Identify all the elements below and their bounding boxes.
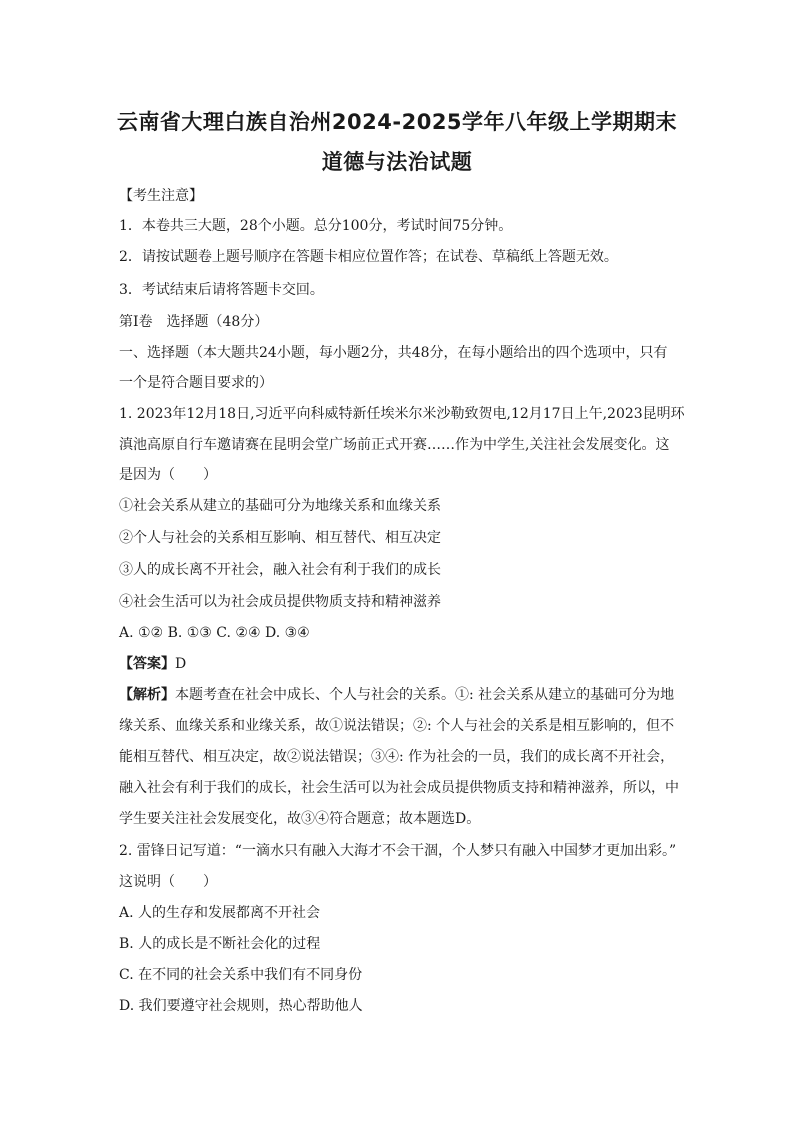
- exam-title-line1: 云南省大理白族自治州2024-2025学年八年级上学期期末: [116, 110, 678, 134]
- section-heading: 第Ⅰ卷 选择题（48分）: [119, 314, 269, 330]
- analysis-label: 【解析】: [119, 687, 175, 703]
- q1-statement-4: ④社会生活可以为社会成员提供物质支持和精神滋养: [119, 594, 441, 610]
- q1-analysis-line2: 缘关系、血缘关系和业缘关系，故①说法错误；②: 个人与社会的关系是相互影响的，但不: [119, 718, 675, 734]
- q2-option-d: D. 我们要遵守社会规则，热心帮助他人: [119, 998, 363, 1014]
- q2-option-a: A. 人的生存和发展都离不开社会: [119, 905, 321, 921]
- exam-title-line2: 道德与法治试题: [321, 150, 473, 174]
- q1-statement-3: ③人的成长离不开社会，融入社会有利于我们的成长: [119, 562, 441, 578]
- answer-label: 【答案】: [119, 656, 175, 672]
- q2-option-b: B. 人的成长是不断社会化的过程: [119, 936, 321, 952]
- q1-analysis-line5: 学生要关注社会发展变化，故③④符合题意；故本题选D。: [119, 811, 481, 827]
- part1-instruction-line2: 一个是符合题目要求的）: [119, 375, 273, 391]
- q1-statement-2: ②个人与社会的关系相互影响、相互替代、相互决定: [119, 530, 441, 546]
- q1-stem-line3: 是因为（ ）: [119, 467, 217, 483]
- part1-instruction-line1: 一、选择题（本大题共24小题，每小题2分，共48分，在每小题给出的四个选项中，只有: [119, 345, 668, 361]
- analysis-text: 本题考查在社会中成长、个人与社会的关系。①: 社会关系从建立的基础可分为地: [175, 687, 675, 703]
- q1-statement-1: ①社会关系从建立的基础可分为地缘关系和血缘关系: [119, 498, 441, 514]
- q1-analysis-line1: [119, 685, 679, 705]
- q2-option-c: C. 在不同的社会关系中我们有不同身份: [119, 967, 363, 983]
- q1-analysis-line4: 融入社会有利于我们的成长，社会生活可以为社会成员提供物质支持和精神滋养，所以，中: [119, 780, 679, 796]
- answer-value: D: [175, 656, 187, 672]
- notice-heading: 【考生注意】: [119, 188, 203, 204]
- notice-item-2: 2．请按试题卷上题号顺序在答题卡相应位置作答；在试卷、草稿纸上答题无效。: [119, 249, 618, 265]
- q2-stem-line2: 这说明（ ）: [119, 874, 217, 890]
- q2-stem-line1: 2. 雷锋日记写道：“一滴水只有融入大海才不会干涸，个人梦只有融入中国梦才更加出彩。”: [119, 843, 677, 859]
- q1-stem-line1: 1. 2023年12月18日,习近平向科威特新任埃米尔米沙勒致贺电,12月17日上午,2023昆明环: [119, 406, 685, 422]
- q1-options: A. ①② B. ①③ C. ②④ D. ③④: [119, 625, 310, 641]
- q1-stem-line2: 滇池高原自行车邀请赛在昆明会堂广场前正式开赛……作为中学生,关注社会发展变化。这: [119, 437, 670, 453]
- notice-item-3: 3．考试结束后请将答题卡交回。: [119, 282, 324, 298]
- q1-answer: [119, 654, 679, 674]
- q1-analysis-line3: 能相互替代、相互决定，故②说法错误；③④: 作为社会的一员，我们的成长离不开社会，: [119, 749, 675, 765]
- notice-item-1: 1．本卷共三大题，28个小题。总分100分，考试时间75分钟。: [119, 218, 513, 234]
